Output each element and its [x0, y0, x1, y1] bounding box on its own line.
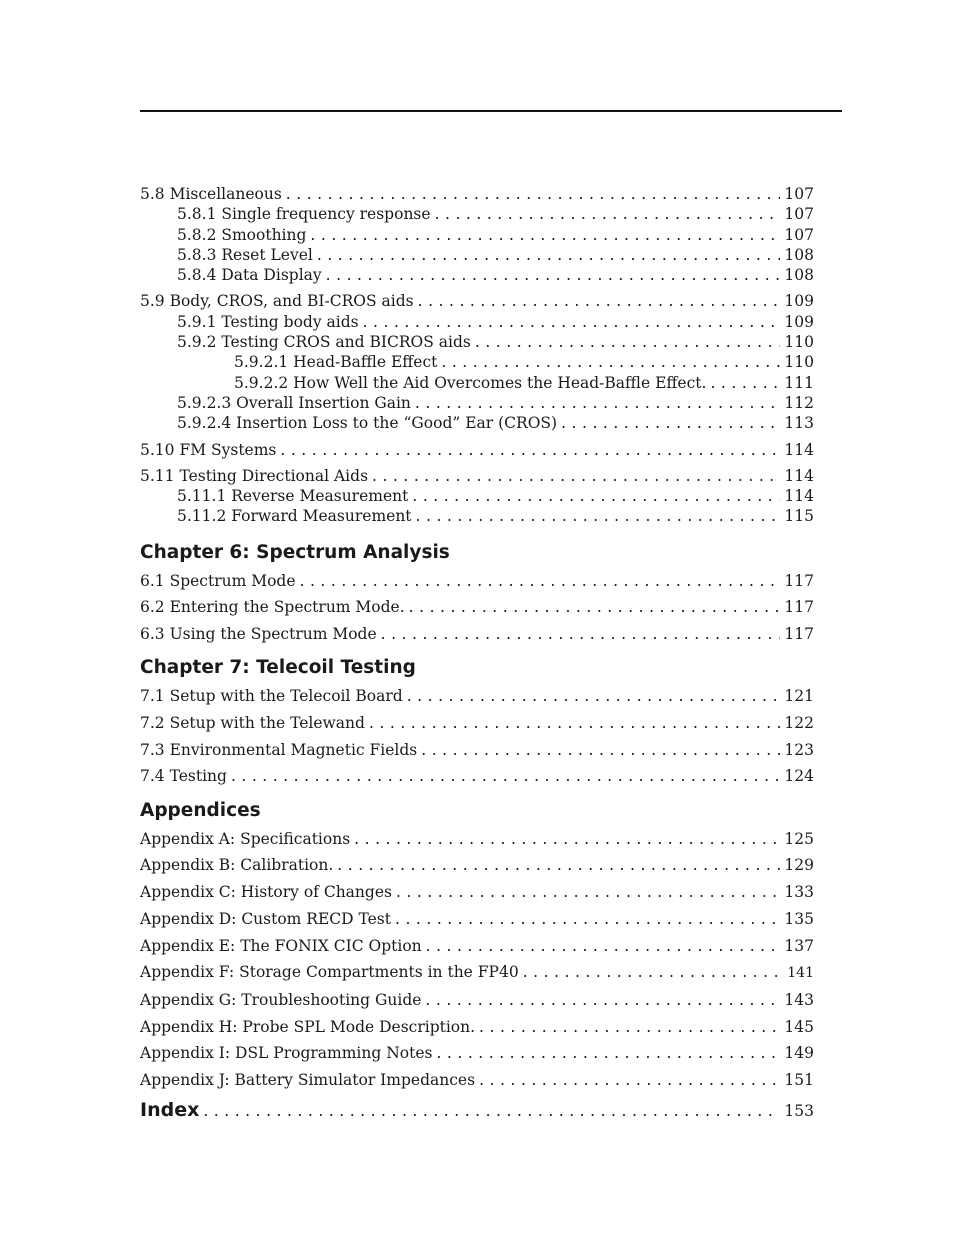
toc-entry-title: 7.4 Testing: [140, 767, 227, 786]
toc-page-number: 112: [784, 393, 814, 412]
toc-entry-title: 6.2 Entering the Spectrum Mode.: [140, 598, 405, 617]
toc-entry-title: Appendix I: DSL Programming Notes: [140, 1044, 433, 1063]
toc-entry-title: 5.9.2 Testing CROS and BICROS aids: [177, 333, 471, 352]
toc-entry[interactable]: [140, 373, 814, 393]
toc-entry[interactable]: [140, 686, 814, 706]
dot-leader: [300, 571, 781, 591]
toc-page-number: 109: [784, 292, 814, 311]
toc-entry[interactable]: [140, 624, 814, 644]
toc-page-number: 123: [784, 740, 814, 759]
dot-leader: [369, 713, 780, 733]
toc-entry[interactable]: [140, 245, 814, 265]
toc-entry-title: 5.8.2 Smoothing: [177, 225, 307, 244]
toc-entry[interactable]: [140, 766, 814, 786]
toc-entry-title: 7.2 Setup with the Telewand: [140, 714, 365, 733]
toc-entry[interactable]: [140, 571, 814, 591]
chapter-heading: Chapter 6: Spectrum Analysis: [140, 541, 450, 563]
toc-entry-title: 5.9.2.2 How Well the Aid Overcomes the Head-Baffle Effect.: [234, 373, 707, 392]
toc-page-number: 135: [784, 909, 814, 928]
toc-entry[interactable]: [140, 466, 814, 486]
toc-entry[interactable]: [140, 352, 814, 372]
toc-page-number: 110: [784, 353, 814, 372]
chapter-heading: Chapter 7: Telecoil Testing: [140, 657, 416, 679]
toc-page-number: 143: [784, 990, 814, 1009]
toc-entry[interactable]: [140, 291, 814, 311]
toc-entry[interactable]: [140, 265, 814, 285]
toc-page-number: 107: [784, 225, 814, 244]
toc-entry-title: 5.11 Testing Directional Aids: [140, 466, 369, 485]
dot-leader: [436, 1043, 780, 1063]
toc-entry[interactable]: [140, 990, 814, 1010]
toc-page-number: 153: [784, 1102, 814, 1121]
toc-page-number: 122: [784, 714, 814, 733]
header-rule: [140, 110, 842, 112]
toc-entry[interactable]: [140, 393, 814, 413]
toc-entry[interactable]: [140, 506, 814, 526]
toc-entry-title: 6.3 Using the Spectrum Mode: [140, 625, 377, 644]
dot-leader: [479, 1017, 780, 1037]
dot-leader: [479, 1070, 780, 1090]
toc-entry[interactable]: [140, 1017, 814, 1037]
toc-page-number: 117: [784, 598, 814, 617]
toc-page-number: 117: [784, 625, 814, 644]
toc-entry[interactable]: [140, 829, 814, 849]
toc-page-number: 109: [784, 312, 814, 331]
table-of-contents: [140, 184, 814, 1122]
toc-entry[interactable]: [140, 184, 814, 204]
toc-entry[interactable]: [140, 855, 814, 875]
toc-page-number: 108: [784, 266, 814, 285]
dot-leader: [412, 486, 780, 506]
toc-entry-title: Appendix A: Specifications: [140, 829, 351, 848]
toc-entry-title: 5.8.1 Single frequency response: [177, 205, 431, 224]
dot-leader: [409, 597, 781, 617]
dot-leader: [396, 882, 780, 902]
toc-page-number: 114: [784, 440, 814, 459]
dot-leader: [354, 829, 780, 849]
toc-page-number: 111: [784, 373, 814, 392]
toc-page-number: 115: [784, 507, 814, 526]
dot-leader: [418, 291, 781, 311]
toc-page-number: 113: [784, 414, 814, 433]
toc-page-number: 107: [784, 185, 814, 203]
toc-entry-title: 6.1 Spectrum Mode: [140, 571, 296, 590]
dot-leader: [415, 393, 780, 413]
dot-leader: [363, 312, 781, 332]
toc-page-number: 107: [784, 205, 814, 224]
toc-page-number: 124: [784, 767, 814, 786]
toc-entry[interactable]: [140, 936, 814, 956]
toc-page-number: 125: [784, 829, 814, 848]
toc-entry-title: 5.11.2 Forward Measurement: [177, 507, 412, 526]
toc-entry[interactable]: [140, 1043, 814, 1063]
dot-leader: [326, 265, 781, 285]
dot-leader: [286, 184, 781, 204]
toc-entry[interactable]: [140, 440, 814, 460]
toc-entry[interactable]: [140, 225, 814, 245]
toc-entry[interactable]: [140, 882, 814, 902]
toc-entry-title: Appendix H: Probe SPL Mode Description.: [140, 1017, 476, 1036]
toc-page-number: 151: [784, 1070, 814, 1089]
dot-leader: [426, 936, 781, 956]
toc-entry[interactable]: [140, 486, 814, 506]
toc-entry-title: Appendix E: The FONIX CIC Option: [140, 936, 422, 955]
toc-entry-title: Appendix C: History of Changes: [140, 883, 392, 902]
dot-leader: [435, 204, 781, 224]
toc-entry[interactable]: [140, 962, 814, 983]
toc-page-number: 137: [784, 936, 814, 955]
dot-leader: [372, 466, 780, 486]
toc-page-number: 141: [787, 965, 814, 982]
toc-entry[interactable]: [140, 597, 814, 617]
toc-entry-title: 5.8.4 Data Display: [177, 266, 322, 285]
toc-entry-title: 5.9.2.4 Insertion Loss to the “Good” Ear (CROS): [177, 414, 558, 433]
toc-entry-title: 5.8 Miscellaneous: [140, 185, 282, 203]
appendices-heading: Appendices: [140, 799, 261, 821]
toc-entry-title: 5.9 Body, CROS, and BI-CROS aids: [140, 292, 414, 311]
toc-entry-title: Appendix J: Battery Simulator Impedances: [140, 1070, 476, 1089]
toc-entry-title: 5.8.3 Reset Level: [177, 245, 313, 264]
dot-leader: [310, 225, 780, 245]
dot-leader: [421, 740, 780, 760]
toc-entry[interactable]: [140, 413, 814, 433]
toc-entry-title: 5.9.1 Testing body aids: [177, 312, 359, 331]
toc-entry[interactable]: [140, 204, 814, 224]
toc-entry-title: 5.9.2.3 Overall Insertion Gain: [177, 393, 411, 412]
toc-page-number: 110: [784, 333, 814, 352]
dot-leader: [381, 624, 781, 644]
dot-leader: [337, 855, 780, 875]
toc-entry[interactable]: [140, 332, 814, 352]
toc-page-number: 114: [784, 466, 814, 485]
toc-entry-title: 5.10 FM Systems: [140, 440, 277, 459]
toc-entry[interactable]: [140, 1070, 814, 1090]
toc-entry-title: 5.11.1 Reverse Measurement: [177, 487, 409, 506]
dot-leader: [280, 440, 780, 460]
toc-entry-index[interactable]: [140, 1100, 814, 1121]
toc-entry-title: Appendix G: Troubleshooting Guide: [140, 990, 422, 1009]
toc-page-number: 114: [784, 487, 814, 506]
toc-entry[interactable]: [140, 740, 814, 760]
dot-leader: [231, 766, 780, 786]
dot-leader: [475, 332, 781, 352]
toc-page-number: 149: [784, 1044, 814, 1063]
dot-leader: [441, 352, 780, 372]
dot-leader: [523, 962, 784, 982]
toc-entry-title: Index: [140, 1099, 200, 1122]
toc-entry-title: 7.3 Environmental Magnetic Fields: [140, 740, 418, 759]
toc-entry-title: Appendix F: Storage Compartments in the FP40: [140, 963, 519, 982]
toc-page-number: 108: [784, 245, 814, 264]
toc-entry-title: 5.9.2.1 Head-Baffle Effect: [234, 353, 438, 372]
toc-entry[interactable]: [140, 312, 814, 332]
dot-leader: [407, 686, 781, 706]
toc-entry[interactable]: [140, 909, 814, 929]
toc-entry-title: Appendix B: Calibration.: [140, 856, 334, 875]
toc-page-number: 129: [784, 856, 814, 875]
dot-leader: [395, 909, 780, 929]
dot-leader: [317, 245, 781, 265]
toc-entry-title: 7.1 Setup with the Telecoil Board: [140, 687, 403, 706]
dot-leader: [425, 990, 780, 1010]
dot-leader: [203, 1101, 780, 1121]
toc-page-number: 117: [784, 571, 814, 590]
toc-page-number: 121: [784, 687, 814, 706]
dot-leader: [416, 506, 781, 526]
toc-page-number: 145: [784, 1017, 814, 1036]
dot-leader: [710, 373, 780, 393]
dot-leader: [561, 413, 780, 433]
toc-entry-title: Appendix D: Custom RECD Test: [140, 909, 391, 928]
toc-entry[interactable]: [140, 713, 814, 733]
toc-page-number: 133: [784, 883, 814, 902]
